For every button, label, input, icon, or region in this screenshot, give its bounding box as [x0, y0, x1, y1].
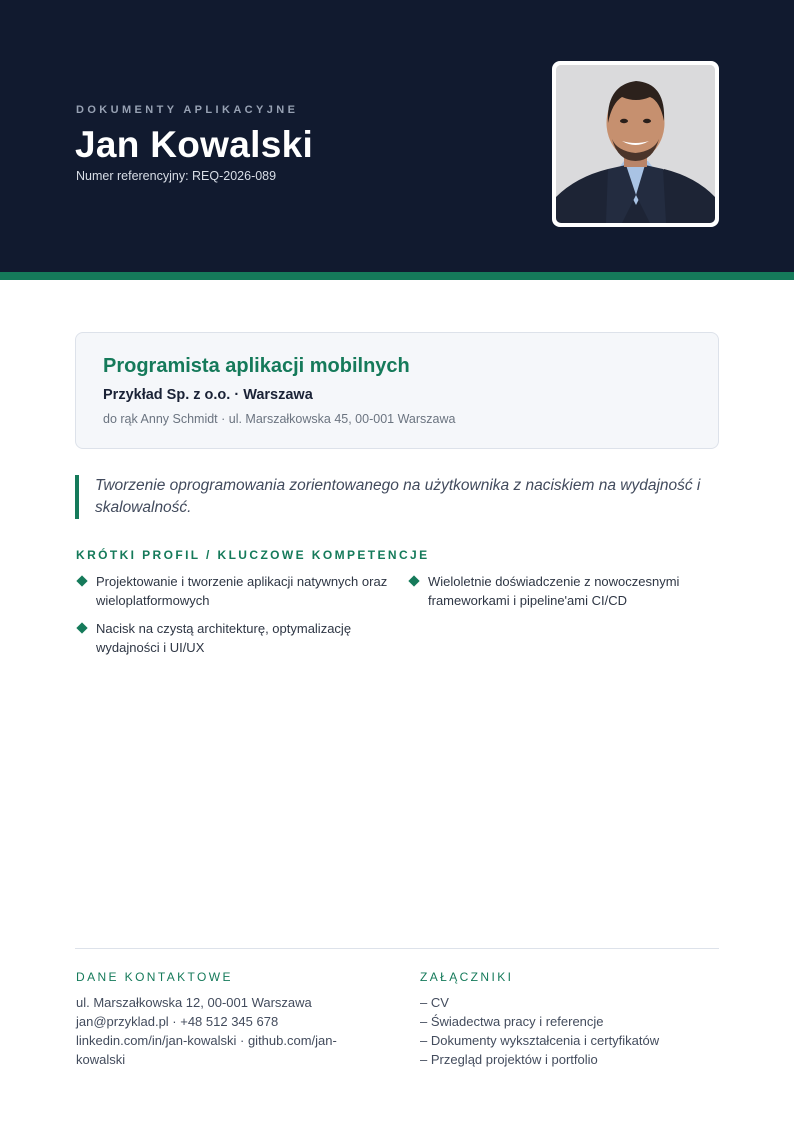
attachments-section-title: ZAŁĄCZNIKI: [420, 970, 514, 984]
footer-divider: [75, 948, 719, 949]
contact-links: linkedin.com/in/jan-kowalski · github.com/jan-kowalski: [76, 1033, 337, 1067]
profile-photo-frame: [552, 61, 719, 227]
competency-item: [78, 619, 396, 657]
application-card: [75, 332, 719, 449]
attachment-item: – Świadectwa pracy i referencje: [420, 1014, 604, 1029]
header-accent-stripe: [0, 272, 794, 280]
competency-item: [410, 572, 710, 610]
position-title: Programista aplikacji mobilnych: [103, 355, 410, 377]
attachment-item: – Przegląd projektów i portfolio: [420, 1052, 598, 1067]
addressee-line: do rąk Anny Schmidt · ul. Marszałkowska 45, 00-001 Warszawa: [103, 412, 456, 426]
competency-text: Wieloletnie doświadczenie z nowoczesnymi frameworkami i pipeline'ami CI/CD: [428, 574, 680, 608]
contact-section-title: DANE KONTAKTOWE: [76, 970, 233, 984]
tagline-quote: Tworzenie oprogramowania zorientowanego na użytkownika z naciskiem na wydajność i skalowalność.: [75, 475, 719, 519]
attachment-item: – CV: [420, 995, 449, 1010]
competency-text: Nacisk na czystą architekturę, optymalizację wydajności i UI/UX: [96, 621, 352, 655]
document-type-label: DOKUMENTY APLIKACYJNE: [76, 104, 299, 116]
company-name: Przykład Sp. z o.o. · Warszawa: [103, 387, 313, 403]
profile-section-title: KRÓTKI PROFIL / KLUCZOWE KOMPETENCJE: [76, 548, 430, 562]
portrait-image: [556, 65, 715, 223]
attachment-item: – Dokumenty wykształcenia i certyfikatów: [420, 1033, 660, 1048]
contact-details: [76, 993, 346, 1069]
contact-address: ul. Marszałkowska 12, 00-001 Warszawa: [76, 995, 312, 1010]
profile-photo: [556, 65, 715, 223]
competency-text: Projektowanie i tworzenie aplikacji natywnych oraz wieloplatformowych: [96, 574, 388, 608]
attachments-list: [420, 993, 720, 1069]
contact-email-phone: jan@przyklad.pl · +48 512 345 678: [76, 1014, 279, 1029]
reference-number: Numer referencyjny: REQ-2026-089: [76, 169, 277, 183]
applicant-name: Jan Kowalski: [75, 124, 314, 165]
competency-item: [78, 572, 396, 610]
